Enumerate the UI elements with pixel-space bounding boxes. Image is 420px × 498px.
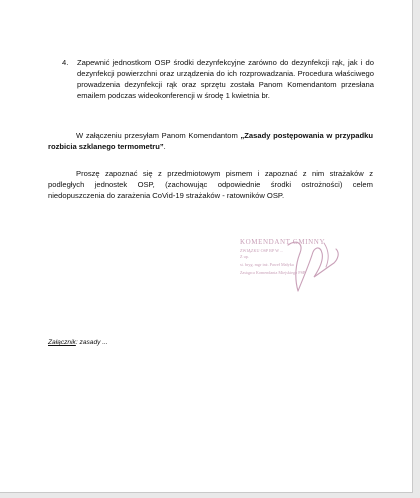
attachment-note <box>48 339 108 346</box>
attachment-paragraph-end: . <box>163 142 166 151</box>
request-paragraph: Proszę zapoznać się z przedmiotowym pismem i zapoznać z nim strażaków z podległych jednostek OSP, (zachowując odpowiednie środki ostrożności) celem niedopuszczenia do zarażenia CoVid-19 strażaków - ratowników OSP. <box>48 169 373 200</box>
stamp-line: st. bryg. mgr inż. Paweł Małyka <box>240 262 294 267</box>
attachment-paragraph-intro: W załączeniu przesyłam Panom Komendantom <box>76 131 241 140</box>
attachment-text: : zasady ... <box>75 339 108 346</box>
stamp-title: KOMENDANT GMINNY <box>240 238 326 246</box>
attachment-title: „Zasady postępowania w przypadku rozbicia szklanego termometru” <box>48 131 373 151</box>
list-item-number: 4. <box>62 58 69 67</box>
stamp-line: ZWIĄZKU OSP RP W ... <box>240 248 284 253</box>
list-item-text: Zapewnić jednostkom OSP środki dezynfekcyjne zarówno do dezynfekcji rąk, jak i do dezynfekcji powierzchni oraz urządzenia do ich rozprowadzania. Procedura właściwego prowadzenia dezynfekcji rąk oraz sprzętu została Panom Komendantom przesłana emailem podczas wideokonferencji w środę 1 kwietnia br. <box>77 58 374 100</box>
stamp-line: Z up. <box>240 254 249 259</box>
stamp-line: Zastępca Komendanta Miejskiego PSP <box>240 270 306 275</box>
attachment-label: Załącznik <box>48 339 76 346</box>
attachment-paragraph <box>48 130 373 152</box>
handwritten-signature <box>268 237 358 297</box>
